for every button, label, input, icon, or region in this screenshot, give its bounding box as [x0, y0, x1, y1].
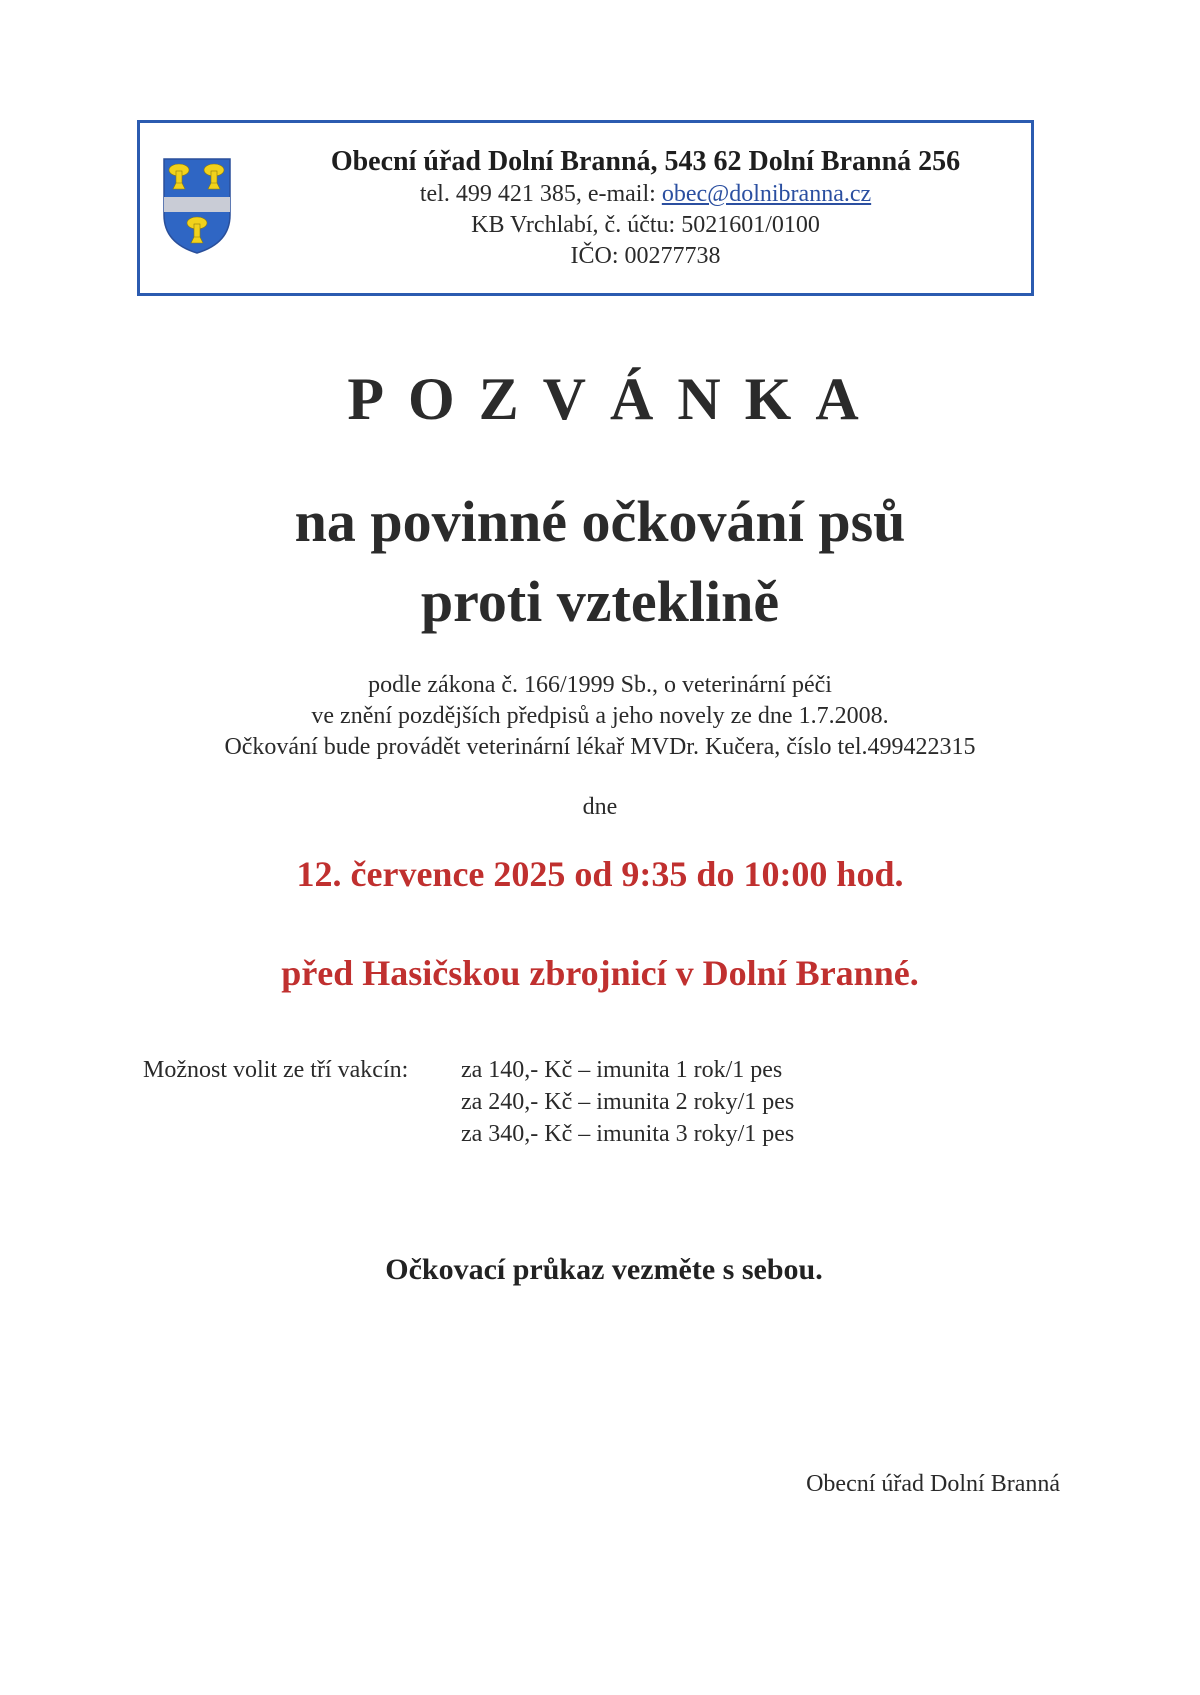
page-title: POZVÁNKA [347, 366, 883, 432]
coat-of-arms-icon [162, 157, 232, 255]
subtitle-line-1: na povinné očkování psů [294, 489, 906, 554]
organization-name: Obecní úřad Dolní Branná, 543 62 Dolní Branná 256 [330, 146, 961, 177]
spacer [143, 1086, 461, 1118]
event-date-time: 12. července 2025 od 9:35 do 10:00 hod. [296, 854, 904, 894]
vaccine-option: za 240,- Kč – imunita 2 roky/1 pes [461, 1089, 795, 1115]
vaccine-options [143, 1054, 794, 1150]
vaccine-option-row [143, 1086, 794, 1118]
subtitle-line-2: proti vzteklině [420, 569, 780, 634]
legal-basis [0, 670, 1200, 763]
vaccine-option: za 340,- Kč – imunita 3 roky/1 pes [461, 1121, 795, 1147]
vaccine-option-row [143, 1054, 794, 1086]
letterhead-text [270, 145, 1021, 272]
letterhead-box [137, 120, 1034, 296]
vaccine-options-label: Možnost volit ze tří vakcín: [143, 1057, 409, 1083]
reminder-note: Očkovací průkaz vezměte s sebou. [385, 1253, 823, 1286]
company-id: IČO: 00277738 [570, 243, 721, 269]
signature: Obecní úřad Dolní Branná [806, 1471, 1060, 1497]
bank-account: KB Vrchlabí, č. účtu: 5021601/0100 [471, 212, 820, 238]
phone-text: tel. 499 421 385, e-mail: [419, 181, 662, 207]
vaccine-option-row [143, 1118, 794, 1150]
contact-line [270, 179, 1021, 210]
email-link[interactable]: obec@dolnibranna.cz [661, 181, 872, 207]
spacer [143, 1118, 461, 1150]
law-line-2: ve znění pozdějších předpisů a jeho novely ze dne 1.7.2008. [311, 703, 889, 729]
law-line-1: podle zákona č. 166/1999 Sb., o veterinární péči [368, 672, 832, 698]
date-intro: dne [582, 794, 618, 820]
law-line-3: Očkování bude provádět veterinární lékař MVDr. Kučera, číslo tel.499422315 [224, 734, 976, 760]
subtitle [0, 482, 1200, 642]
vaccine-option: za 140,- Kč – imunita 1 rok/1 pes [461, 1057, 783, 1083]
event-place: před Hasičskou zbrojnicí v Dolní Branné. [281, 953, 919, 993]
